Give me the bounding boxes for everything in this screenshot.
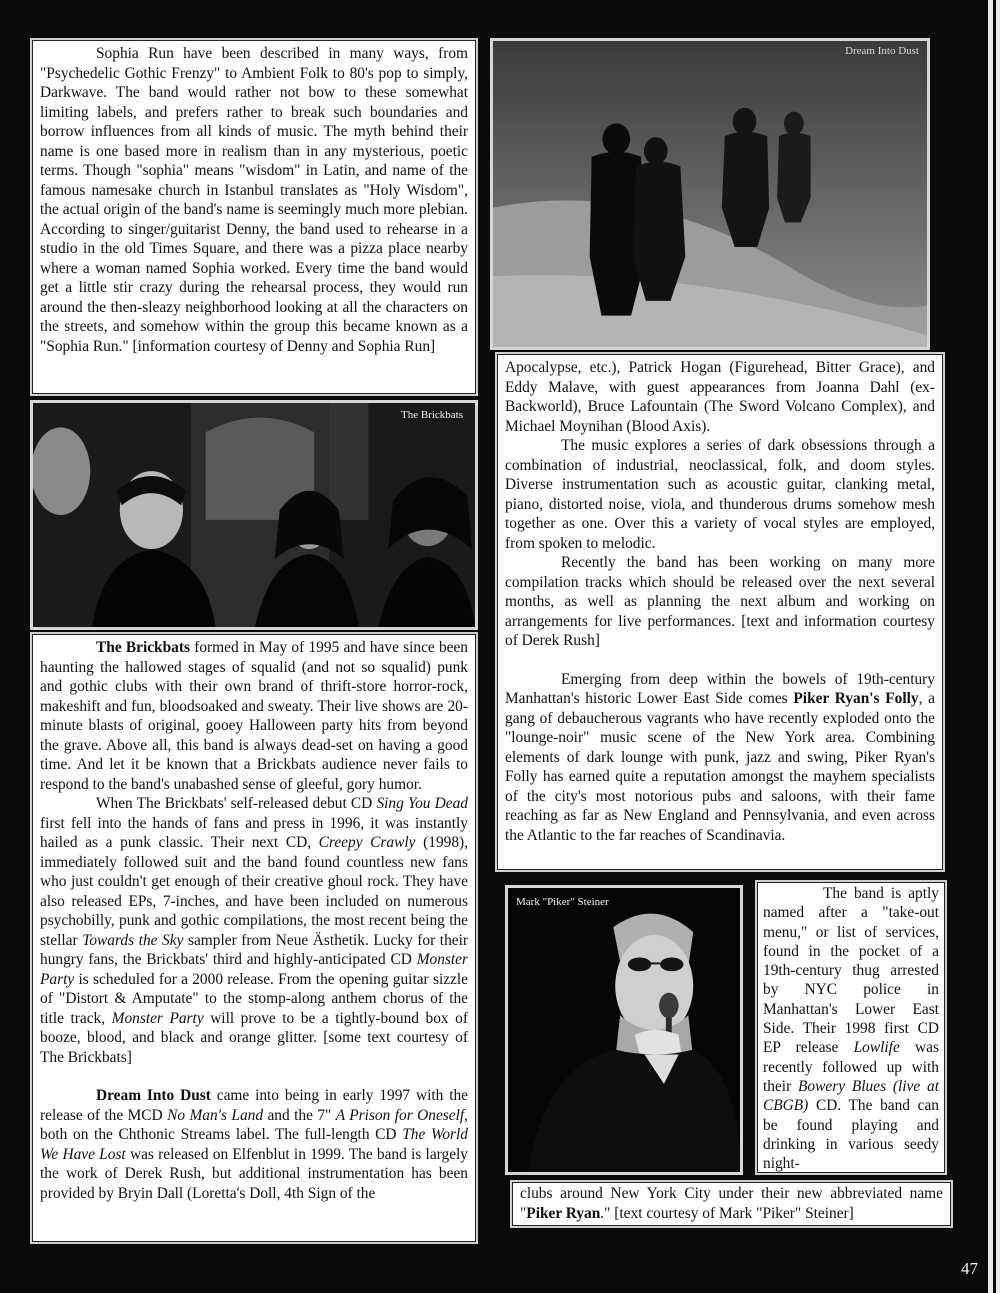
text-span: was recently followed up with their	[763, 1039, 939, 1095]
text-span: , a gang of debaucherous vagrants who have recently exploded onto the "lounge-noir" music scene of the New York area. Combining elements of dark lounge with punk, jazz and swing, Piker Ryan's Folly has earned quite a reputation amongst the mayhem specialists of the city's most notorious pubs and saloons, with their fame reaching as far as New England and Pennsylvania, and even across the Atlantic to the far reaches of Scandinavia.	[505, 690, 936, 844]
brickbats-article	[30, 632, 478, 1244]
paragraph-gap	[505, 651, 935, 670]
piker-ryans-folly-name: Piker Ryan's Folly	[793, 690, 919, 707]
album-title: A Prison for Oneself,	[335, 1106, 468, 1124]
text-span: both on the Chthonic Streams label. The full-length CD	[40, 1126, 403, 1143]
brickbats-paragraph-2	[40, 794, 468, 1067]
text-span: The band is aptly named after a "take-out menu," or list of services, found in the pocket of a 19th-century thug arrested by NYC police in Manhattan's Lower East Side. Their 1998 first CD EP release	[763, 885, 939, 1057]
brickbats-photo	[30, 400, 478, 630]
paragraph-gap	[40, 1067, 468, 1086]
text-span: sampler from Neue Ästhetik. Lucky for their hungry fans, the Brickbats' third and highly-anticipated CD	[40, 931, 469, 968]
album-title: Bowery Blues (live at CBGB)	[763, 1077, 939, 1115]
brickbats-paragraph-1	[40, 638, 468, 794]
album-title: Monster Party	[40, 951, 468, 988]
dream-into-dust-paragraph	[40, 1086, 468, 1203]
album-title: Sing You Dead	[376, 795, 468, 812]
album-title: Towards the Sky	[82, 931, 184, 949]
dream-into-dust-name: Dream Into Dust	[96, 1087, 211, 1104]
text-span: and the 7"	[263, 1106, 336, 1124]
piker-ryans-folly-paragraph	[505, 670, 935, 846]
dream-into-dust-recent-paragraph: Recently the band has been working on many more compilation tracks which should be released over the next several months, as well as planning the next album and working on arrangements for live performances. [text and information courtesy of Derek Rush]	[505, 554, 935, 649]
text-span: Emerging from deep within the bowels of 19th-century Manhattan's historic Lower East Side comes	[505, 670, 935, 707]
album-title: Monster Party	[111, 1009, 204, 1027]
piker-ryan-side-article	[755, 880, 947, 1175]
page-edge-line	[993, 0, 996, 1293]
piker-ryan-bottom-article	[510, 1180, 953, 1228]
piker-steiner-photo-caption: Mark "Piker" Steiner	[516, 896, 609, 908]
album-title: Creepy Crawly	[318, 834, 416, 851]
piker-ryan-name: Piker Ryan	[526, 1205, 601, 1222]
dream-into-dust-members-paragraph: Apocalypse, etc.), Patrick Hogan (Figurehead, Bitter Grace), and Eddy Malave, with guest appearances from Joanna Dahl (ex-Backworld), Bruce Lafountain (The Sword Volcano Complex), and Michael Moynihan (Blood Axis).	[505, 359, 935, 435]
text-span: is scheduled for a 2000 release. From the opening guitar sizzle of "Distort & Amputate" to the stomp-along anthem chorus of the title track,	[40, 970, 468, 1027]
piker-steiner-image	[508, 888, 740, 1172]
text-span: was released on Elfenblut in 1999. The band is largely the work of Derek Rush, but additional instrumentation has been provided by Bryin Dall (Loretta's Doll, 4th Sign of the	[40, 1145, 468, 1202]
brickbats-photo-caption: The Brickbats	[400, 409, 463, 421]
piker-steiner-photo	[505, 885, 743, 1175]
sophia-run-article	[30, 38, 478, 396]
piker-ryan-bottom-paragraph	[520, 1184, 943, 1224]
text-span: will prove to be a tightly-bound box of booze, blood, and black and orange glitter. [some text courtesy of The Brickbats]	[40, 1009, 468, 1066]
text-span: came into being in early 1997 with the release of the MCD	[40, 1087, 468, 1124]
album-title: Lowlife	[853, 1039, 900, 1057]
brickbats-name: The Brickbats	[96, 639, 190, 656]
text-span: ." [text courtesy of Mark "Piker" Steiner]	[600, 1205, 854, 1222]
text-span: first fell into the hands of fans and press in 1996, it was instantly hailed as a punk classic. Their next CD,	[40, 814, 468, 851]
sophia-run-paragraph: Sophia Run have been described in many ways, from "Psychedelic Gothic Frenzy" to Ambient Folk to 80's pop to simply, Darkwave. The band would rather not bow to these somewhat limiting labels, and prefers rather to break such boundaries and borrow influences from all kinds of music. The myth behind their name is one based more in realism than in any mysterious, poetic terms. Though "sophia" means "wisdom" in Latin, and name of the famous namesake church in Istanbul translates as "Holy Wisdom", the actual origin of the band's name is seemingly much more plebian. According to singer/guitarist Denny, the band used to rehearse in a studio in the old Times Square, and there was a pizza place nearby where a woman named Sophia worked. Every time the band would get a little stir crazy during the rehearsal process, they would run around the then-sleazy neighborhood looking at all the characters on the streets, and somehow within the group this became known as a "Sophia Run." [information courtesy of Denny and Sophia Run]	[40, 45, 468, 355]
album-title: No Man's Land	[167, 1106, 264, 1124]
brickbats-paragraph-1-text: formed in May of 1995 and have since been haunting the hallowed stages of squalid (and not so squalid) punk and gothic clubs with their own brand of thrift-store horror-rock, makeshift and fun, bloodsoaked and sweaty. Their live shows are 20-minute blasts of original, gooey Halloween party hits from beyond the grave. Above all, this band is always dead-set on having a good time. And let it be known that a Brickbats audience never fails to respond to the band's unabashed sense of gleeful, gory humor.	[40, 639, 468, 793]
dream-into-dust-photo	[490, 38, 930, 350]
dream-into-dust-continued-article	[495, 352, 945, 872]
text-span: When The Brickbats' self-released debut CD	[96, 795, 377, 812]
page-number: 47	[961, 1259, 978, 1278]
brickbats-image	[33, 403, 475, 627]
text-span: clubs around New York City under their new abbreviated name "	[520, 1185, 943, 1222]
dream-into-dust-image	[493, 41, 927, 347]
album-title: The World We Have Lost	[40, 1126, 469, 1163]
dream-into-dust-music-paragraph: The music explores a series of dark obsessions through a combination of industrial, neoclassical, folk, and doom styles. Diverse instrumentation such as acoustic guitar, clanking metal, piano, distorted noise, viola, and thunderous drums somehow mesh together as one. Over this a variety of vocal styles are employed, from spoken to melodic.	[505, 437, 935, 552]
piker-ryan-side-paragraph	[763, 884, 939, 1173]
text-span: (1998), immediately followed suit and the band found countless new fans who just couldn't get enough of their creative ghoul rock. They have also released EPs, 7-inches, and have been included on numerous psychobilly, punk and gothic compilations, the most recent being the stellar	[40, 834, 469, 949]
text-span: CD. The band can be found playing and drinking in various seedy night-	[763, 1097, 939, 1173]
dream-into-dust-photo-caption: Dream Into Dust	[845, 45, 919, 57]
